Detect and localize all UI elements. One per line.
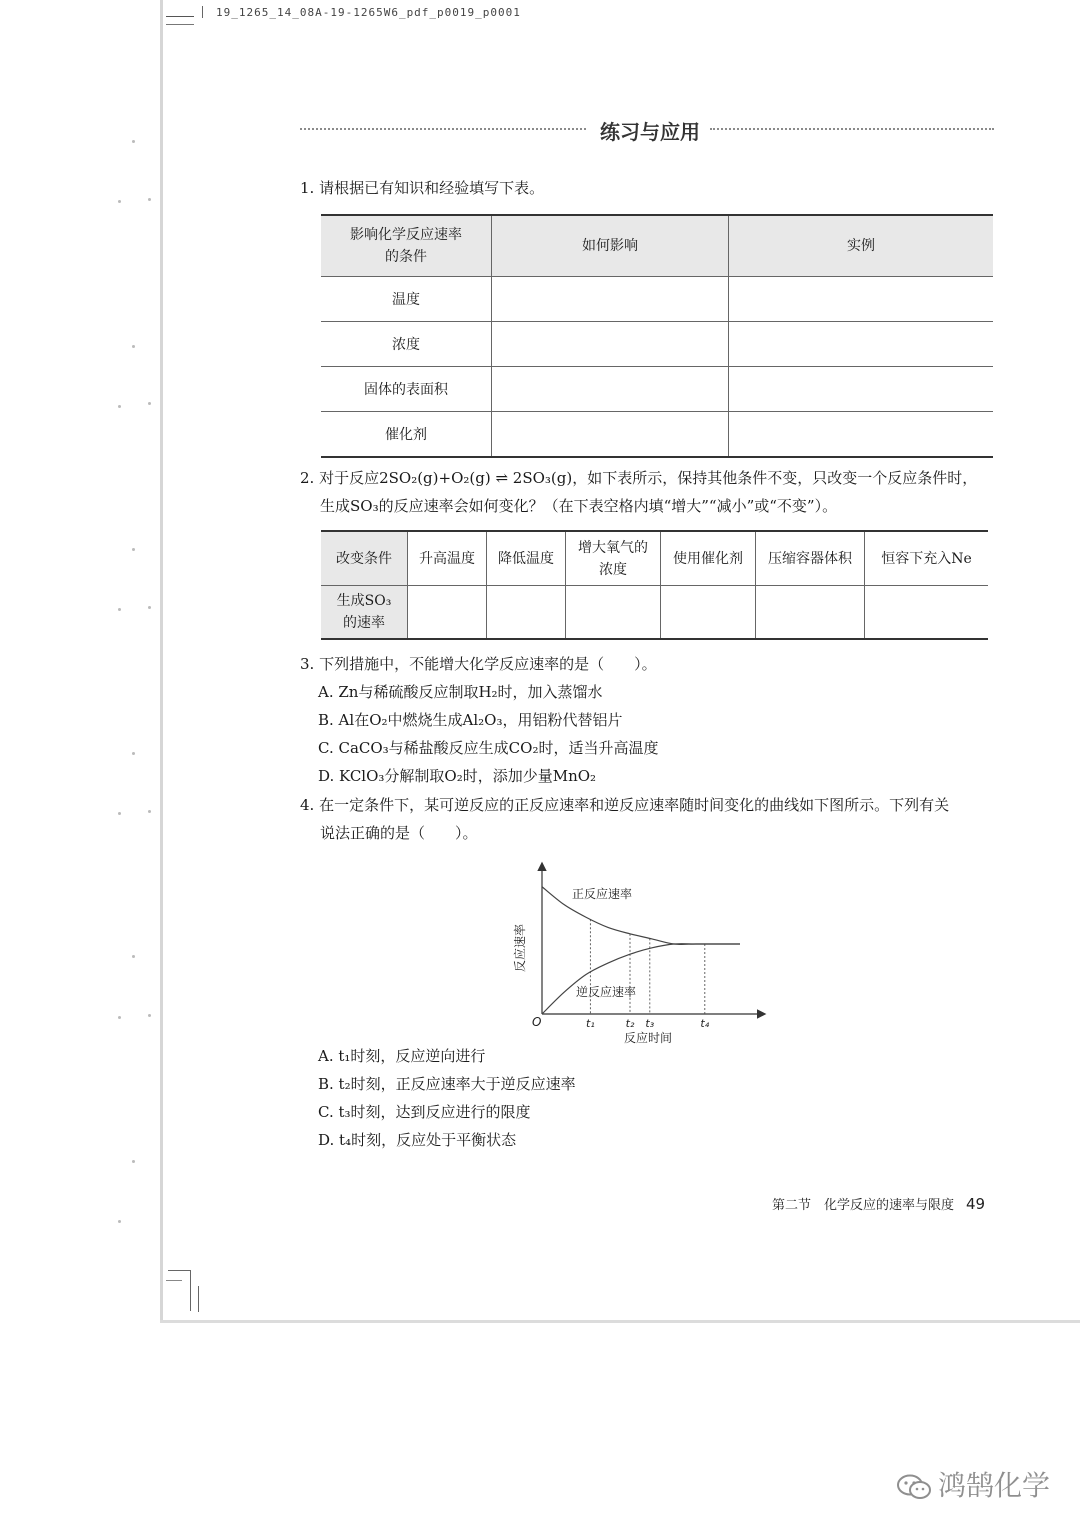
option-d[interactable]: D. KClO₃分解制取O₂时，添加少量MnO₂ (318, 767, 597, 785)
binder-hole (148, 198, 151, 201)
binder-hole (132, 140, 135, 143)
crop-mark (202, 6, 203, 18)
scan-page-bottom-edge (160, 1320, 1080, 1323)
conditions-table (321, 530, 988, 640)
x-tick-label: t₄ (700, 1017, 710, 1030)
option-b[interactable]: B. t₂时刻，正反应速率大于逆反应速率 (318, 1075, 576, 1093)
condition-header: 升高温度 (408, 531, 487, 586)
binder-hole (118, 200, 121, 203)
binder-hole (132, 752, 135, 755)
scan-page-edge (160, 0, 163, 1322)
answer-cell[interactable] (661, 586, 756, 640)
table-row-label: 固体的表面积 (321, 367, 492, 412)
table-header: 影响化学反应速率的条件 (321, 215, 492, 277)
footer-section-title: 第二节 化学反应的速率与限度 (772, 1198, 955, 1213)
reverse-rate-label: 逆反应速率 (576, 985, 637, 999)
forward-rate-label: 正反应速率 (572, 887, 633, 901)
x-tick-label: t₁ (586, 1017, 595, 1030)
condition-header: 使用催化剂 (661, 531, 756, 586)
condition-header: 增大氧气的浓度 (566, 531, 661, 586)
binder-hole (118, 1016, 121, 1019)
binder-hole (132, 955, 135, 958)
binder-hole (148, 1014, 151, 1017)
binder-hole (132, 345, 135, 348)
answer-cell[interactable] (492, 367, 729, 412)
page-number: 49 (966, 1195, 986, 1213)
binder-hole (118, 812, 121, 815)
table-header: 实例 (729, 215, 994, 277)
answer-cell[interactable] (408, 586, 487, 640)
condition-header: 恒容下充入Ne (865, 531, 989, 586)
table-header: 如何影响 (492, 215, 729, 277)
option-d[interactable]: D. t₄时刻，反应处于平衡状态 (318, 1131, 517, 1149)
dotted-rule (300, 128, 586, 130)
table-row-label: 浓度 (321, 322, 492, 367)
binder-hole (148, 810, 151, 813)
reverse-rate-curve (542, 944, 740, 1014)
answer-cell[interactable] (487, 586, 566, 640)
answer-cell[interactable] (566, 586, 661, 640)
file-reference: 19_1265_14_08A-19-1265W6_pdf_p0019_p0001 (216, 6, 521, 19)
binder-hole (132, 548, 135, 551)
question-1-prompt: 1. 请根据已有知识和经验填写下表。 (300, 179, 545, 197)
option-a[interactable]: A. Zn与稀硫酸反应制取H₂时，加入蒸馏水 (318, 683, 603, 701)
crop-mark (198, 1286, 199, 1312)
question-4-line-2: 说法正确的是（ ）。 (320, 824, 478, 842)
table-row-label: 生成SO₃的速率 (321, 586, 408, 640)
answer-cell[interactable] (729, 277, 994, 322)
answer-cell[interactable] (729, 412, 994, 458)
y-axis-label: 反应速率 (513, 923, 527, 973)
answer-cell[interactable] (756, 586, 865, 640)
answer-cell[interactable] (492, 277, 729, 322)
section-title: 练习与应用 (600, 120, 700, 144)
x-tick-label: t₂ (625, 1017, 635, 1030)
origin-label: O (532, 1015, 542, 1029)
table-row-label: 改变条件 (321, 531, 408, 586)
question-2-line-2: 生成SO₃的反应速率会如何变化？（在下表空格内填“增大”“减小”或“不变”）。 (320, 497, 838, 515)
question-4-line-1: 4. 在一定条件下，某可逆反应的正反应速率和逆反应速率随时间变化的曲线如下图所示。下列有关 (300, 796, 950, 814)
binder-hole (148, 402, 151, 405)
answer-cell[interactable] (729, 322, 994, 367)
crop-mark (166, 8, 194, 17)
binder-hole (118, 405, 121, 408)
condition-header: 降低温度 (487, 531, 566, 586)
answer-cell[interactable] (492, 412, 729, 458)
condition-header: 压缩容器体积 (756, 531, 865, 586)
answer-cell[interactable] (865, 586, 989, 640)
binder-hole (148, 606, 151, 609)
question-3-prompt: 3. 下列措施中，不能增大化学反应速率的是（ ）。 (300, 655, 657, 673)
x-tick-label: t₃ (645, 1017, 655, 1030)
watermark (896, 1464, 1050, 1504)
factors-table (321, 214, 993, 458)
page-footer (772, 1194, 985, 1213)
x-axis-label: 反应时间 (623, 1031, 673, 1045)
option-a[interactable]: A. t₁时刻，反应逆向进行 (318, 1047, 486, 1065)
binder-hole (118, 1220, 121, 1223)
section-header (300, 116, 994, 146)
binder-hole (132, 1160, 135, 1163)
answer-cell[interactable] (729, 367, 994, 412)
binder-hole (118, 608, 121, 611)
option-c[interactable]: C. t₃时刻，达到反应进行的限度 (318, 1103, 531, 1121)
watermark-text: 鸿鹄化学 (938, 1469, 1051, 1502)
wechat-icon (896, 1473, 932, 1501)
table-row-label: 温度 (321, 277, 492, 322)
option-c[interactable]: C. CaCO₃与稀盐酸反应生成CO₂时，适当升高温度 (318, 739, 659, 757)
table-row-label: 催化剂 (321, 412, 492, 458)
dotted-rule (710, 128, 994, 130)
answer-cell[interactable] (492, 322, 729, 367)
crop-mark (166, 24, 194, 25)
crop-mark (166, 1280, 182, 1281)
question-2-line-1: 2. 对于反应2SO₂(g)+O₂(g) ⇌ 2SO₃(g)，如下表所示，保持其他条件不变，只改变一个反应条件时， (300, 469, 978, 487)
rate-time-chart (512, 858, 782, 1054)
option-b[interactable]: B. Al在O₂中燃烧生成Al₂O₃，用铝粉代替铝片 (318, 711, 623, 729)
crop-mark (168, 1270, 191, 1311)
